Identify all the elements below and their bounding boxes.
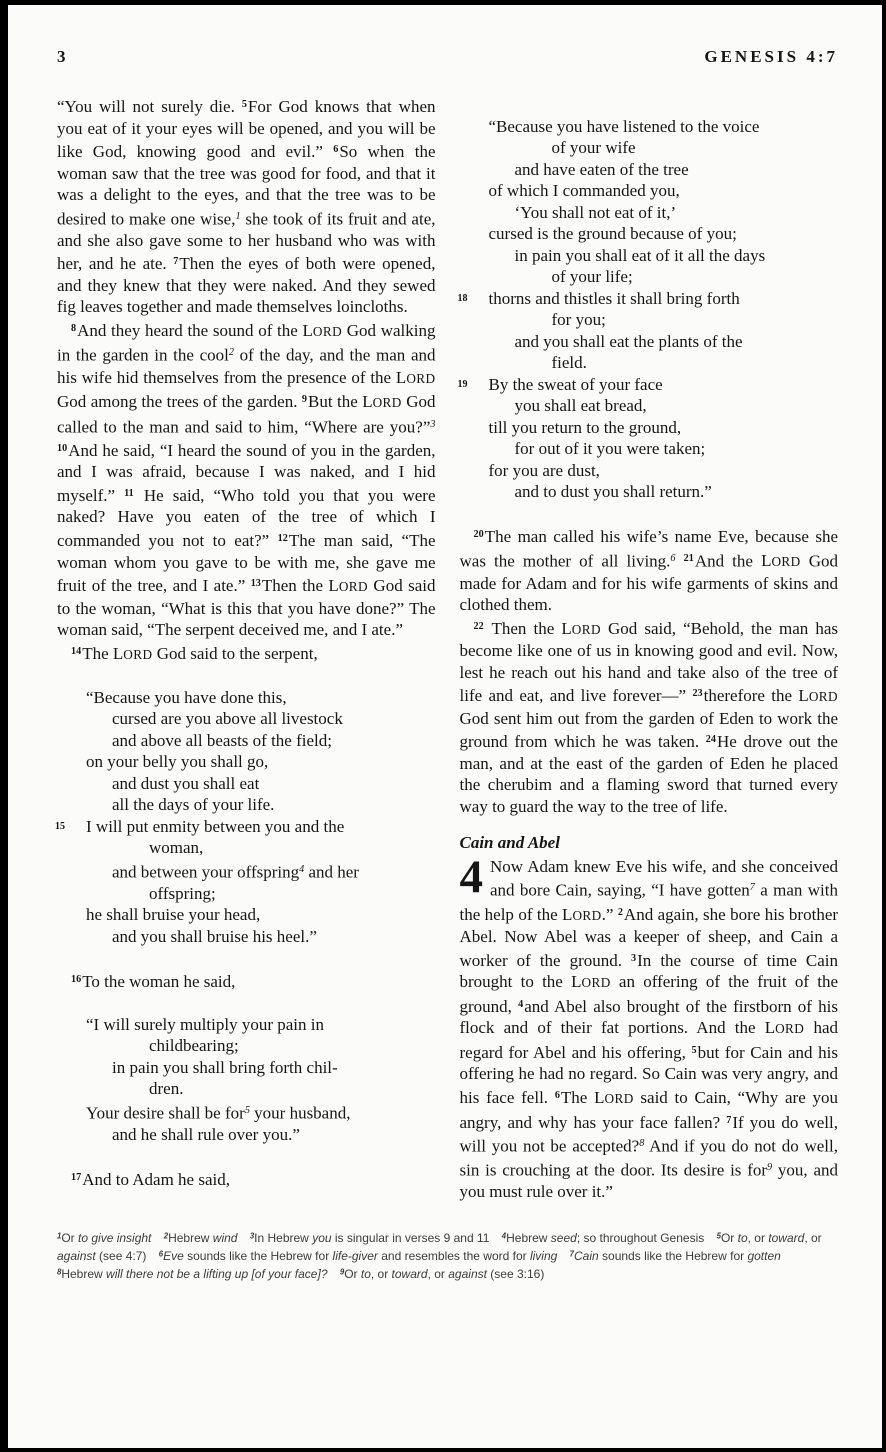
footnote-marker: 9 (767, 1162, 773, 1174)
divine-name-small-caps: LORD (761, 551, 801, 571)
footnote-entry: $^1$Or to give insight (57, 1231, 152, 1246)
footnote-entry: $^6$Eve sounds like the Hebrew for life-giver and resembles the word for living (158, 1249, 558, 1264)
verse-number: 6 (554, 1089, 560, 1101)
divine-name-small-caps: LORD (764, 1018, 805, 1038)
verse-number: 8 (71, 322, 77, 334)
poetry-line: for you; (551, 310, 606, 329)
poetry-line: and above all beasts of the field; (112, 730, 332, 750)
footnote-marker: 5 (716, 1231, 721, 1241)
verse-number: 14 (71, 645, 82, 657)
poetry-line: 18 thorns and thistles it shall bring forth (457, 288, 740, 308)
section-heading: Cain and Abel (459, 833, 560, 853)
verse-number: 2 (617, 906, 623, 918)
poetry-line: “Because you have done this, (86, 687, 287, 707)
divine-name-small-caps: LORD (798, 686, 838, 706)
verse-number: 18 (457, 292, 468, 304)
poetry-line: and he shall rule over you.” (112, 1125, 300, 1145)
footnote-marker: 6 (670, 552, 676, 564)
verse-paragraph: $^{22}$ Then the LORD God said, “Behold, the man has become like one of us in knowing good and evil. Now, lest he reach out his hand and take also of the tree of life and eat, and live forever—” $^{23}$therefore the LORD God sent him out from the garden of Eden to work the ground from which he was taken. $^{24}$He drove out the man, and at the east of the garden of Eden he placed the cherubim and a flaming sword that turned every way to guard the way to the tree of life. (459, 618, 838, 816)
verse-paragraph: $^{16}$To the woman he said, (71, 971, 236, 991)
footnote-marker: 8 (57, 1267, 62, 1277)
verse-number: 15 (55, 820, 65, 832)
page-number: 3 (57, 47, 66, 66)
footnote-entry: $^9$Or to, or toward, or against (see 3:16) (339, 1267, 545, 1282)
verse-paragraph: $^{20}$The man called his wife’s name Eve, because she was the mother of all living.$^6$ $^{21}$And the LORD God made for Adam and for his wife garments of skins and clothed them. (459, 527, 839, 615)
divine-name-small-caps: LORD (328, 576, 368, 596)
footnote-entry: $^3$In Hebrew you is singular in verses 9 and 11 (249, 1231, 490, 1246)
poetry-line: woman, (149, 838, 204, 858)
verse-number: 5 (691, 1044, 697, 1056)
poetry-line: and have eaten of the tree (514, 159, 689, 179)
verse-number: 17 (71, 1172, 82, 1184)
poetry-line: and you shall bruise his heel.” (112, 926, 317, 946)
poetry-line: all the days of your life. (112, 795, 275, 815)
text-columns (57, 94, 838, 1203)
chapter-start-paragraph: 4 Now Adam knew Eve his wife, and she conceived and bore Cain, saying, “I have gotten$^7$ a man with the help of the LORD.” $^2$And again, she bore his brother Abel. Now Abel was a keeper of sheep, and Cain a worker of the ground. $^3$In the course of time Cain brought to the LORD an offering of the fruit of the ground, $^4$and Abel also brought of the firstborn of his flock and of their fat portions. And the LORD had regard for Abel and his offering, $^5$but for Cain and his offering he had no regard. So Cain was very angry, and his face fell. $^6$The LORD said to Cain, “Why are you angry, and why has your face fallen? $^7$If you do well, will you not be accepted?$^8$ And if you do not do well, sin is crouching at the door. Its desire is for$^9$ you, and you must rule over it.” (459, 850, 839, 1202)
poetry-line: cursed is the ground because of you; (488, 224, 737, 243)
left-column (57, 94, 436, 1203)
footnote-entry: $^7$Cain sounds like the Hebrew for gotten (569, 1249, 781, 1264)
verse-number: 4 (518, 998, 524, 1010)
poetry-line: on your belly you shall go, (86, 752, 269, 772)
verse-number: 6 (333, 144, 339, 156)
divine-name-small-caps: LORD (562, 904, 602, 924)
footnote-marker: 7 (749, 882, 755, 894)
verse-paragraph: “You will not surely die. $^5$For God knows that when you eat of it your eyes will be opened, and you will be like God, knowing good and evil.” $^6$So when the woman saw that the tree was good for food, and that it was a delight to the eyes, and that the tree was to be desired to make one wise,$^1$ she took of its fruit and ate, and she also gave some to her husband who was with her, and he ate. $^7$Then the eyes of both were opened, and they knew that they were naked. And they sewed fig leaves together and made themselves loincloths. (57, 97, 436, 317)
running-head: GENESIS 4:7 (704, 47, 838, 66)
footnote-entry: $^8$Hebrew will there not be a lifting up [of your face]? (57, 1267, 328, 1282)
poetry-line: ‘You shall not eat of it,’ (514, 202, 677, 222)
poetry-line: of your life; (551, 267, 633, 286)
verse-number: 23 (692, 688, 703, 700)
footnote-marker: 2 (163, 1231, 169, 1241)
poetry-line: 19 By the sweat of your face (457, 374, 663, 394)
verse-number: 12 (277, 532, 288, 544)
footnotes (57, 1229, 838, 1283)
verse-number: 7 (173, 256, 179, 268)
verse-number: 19 (457, 378, 468, 390)
footnote-marker: 8 (639, 1138, 645, 1150)
footnote-marker: 2 (228, 347, 234, 359)
footnote-entry: $^2$Hebrew wind (163, 1231, 238, 1246)
verse-paragraph: $^{17}$And to Adam he said, (71, 1170, 230, 1190)
poetry-line: in pain you shall bring forth chil- (112, 1057, 338, 1077)
divine-name-small-caps: LORD (362, 392, 402, 412)
verse-number: 9 (301, 394, 307, 406)
verse-number: 24 (705, 734, 716, 746)
verse-number: 16 (71, 973, 82, 985)
verse-number: 13 (250, 578, 261, 590)
verse-number: 20 (473, 529, 484, 540)
poetry-line: till you return to the ground, (488, 417, 682, 437)
poetry-line: of which I commanded you, (488, 181, 680, 200)
bible-page (8, 5, 882, 1448)
footnote-marker: 7 (569, 1249, 575, 1259)
verse-paragraph: $^{14}$The LORD God said to the serpent, (71, 643, 318, 663)
poetry-line: 15 I will put enmity between you and the (55, 816, 345, 836)
footnote-marker: 1 (57, 1231, 62, 1241)
footnote-entry: $^4$Hebrew seed; so throughout Genesis (501, 1231, 705, 1246)
verse-number: 7 (726, 1114, 732, 1126)
poetry-line: for you are dust, (488, 460, 600, 480)
divine-name-small-caps: LORD (395, 367, 436, 387)
poetry-line: and to dust you shall return.” (514, 482, 712, 501)
poetry-block (457, 116, 839, 503)
verse-paragraph: $^8$And they heard the sound of the LORD God walking in the garden in the cool$^2$ of the day, and the man and his wife hid themselves from the presence of the LORD God among the trees of the garden. $^9$But the LORD God called to the man and said to him, “Where are you?”$^3$ $^{10}$And he said, “I heard the sound of you in the garden, and I was afraid, because I was naked, and I hid myself.” $^{11}$ He said, “Who told you that you were naked? Have you eaten of the tree of which I commanded you not to eat?” $^{12}$The man said, “The woman whom you gave to be with me, she gave me fruit of the tree, and I ate.” $^{13}$Then the LORD God said to the woman, “What is this that you have done?” The woman said, “The serpent deceived me, and I ate.” (57, 320, 436, 640)
poetry-line: and between your offspring$^4$ and her (112, 862, 359, 882)
divine-name-small-caps: LORD (112, 643, 153, 663)
poetry-line: of your wife (551, 138, 636, 157)
poetry-line: childbearing; (149, 1036, 239, 1056)
poetry-line: cursed are you above all livestock (112, 709, 343, 729)
footnote-marker: 4 (501, 1231, 507, 1241)
footnote-marker: 9 (339, 1267, 345, 1277)
footnote-marker: 5 (244, 1104, 250, 1116)
verse-number: 21 (683, 553, 694, 565)
divine-name-small-caps: LORD (594, 1088, 634, 1108)
verse-number: 22 (473, 620, 484, 632)
verse-number: 3 (631, 952, 637, 964)
poetry-line: Your desire shall be for$^5$ your husband, (86, 1103, 351, 1123)
poetry-line: for out of it you were taken; (514, 439, 706, 458)
right-column (457, 94, 839, 1203)
footnote-marker: 3 (430, 418, 436, 430)
poetry-line: “I will surely multiply your pain in (86, 1014, 324, 1034)
footnote-entry: $^5$Or to, or toward, or against (see 4:7) (57, 1231, 822, 1264)
footnote-marker: 6 (158, 1249, 164, 1259)
footnote-marker: 3 (249, 1231, 255, 1241)
page-header (57, 5, 838, 67)
poetry-block (57, 687, 436, 948)
poetry-line: in pain you shall eat of it all the days (514, 245, 766, 265)
chapter-number-dropcap: 4 (459, 850, 483, 903)
poetry-line: you shall eat bread, (514, 396, 647, 415)
divine-name-small-caps: LORD (571, 972, 611, 992)
verse-number: 5 (241, 99, 247, 110)
poetry-line: field. (551, 353, 587, 372)
divine-name-small-caps: LORD (302, 320, 343, 340)
verse-number: 11 (124, 487, 134, 499)
poetry-line: he shall bruise your head, (86, 905, 261, 925)
poetry-line: dren. (149, 1079, 184, 1099)
poetry-line: and you shall eat the plants of the (514, 331, 743, 351)
poetry-line: and dust you shall eat (112, 773, 260, 793)
poetry-line: offspring; (149, 883, 216, 903)
footnote-marker: 1 (235, 210, 241, 222)
poetry-line: “Because you have listened to the voice (488, 116, 760, 136)
poetry-block (57, 1014, 436, 1146)
verse-number: 10 (57, 442, 68, 454)
footnote-marker: 4 (299, 863, 305, 875)
divine-name-small-caps: LORD (561, 618, 601, 638)
